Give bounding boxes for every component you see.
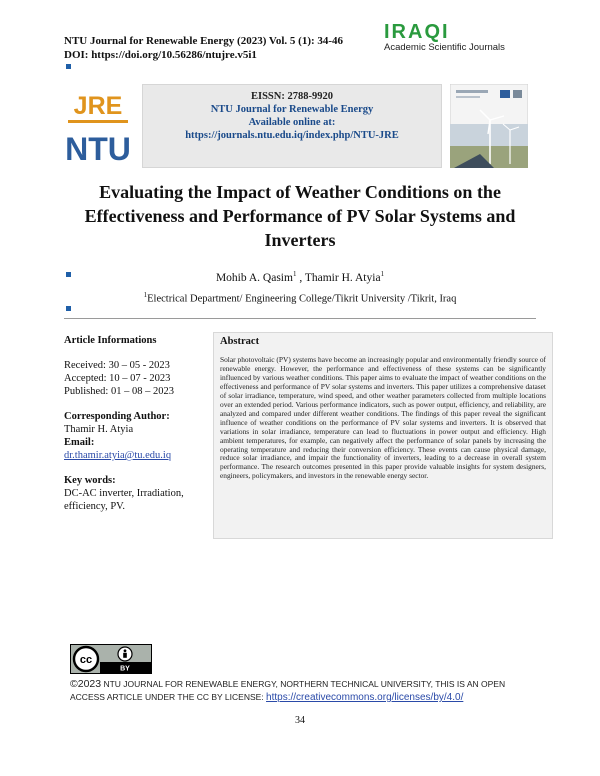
jre-ntu-logo-icon <box>64 84 132 168</box>
publisher-logo-title: IRAQI <box>384 21 450 43</box>
article-info-heading: Article Informations <box>64 335 157 346</box>
cc-by-license-icon[interactable] <box>70 644 152 674</box>
journal-citation <box>64 34 343 62</box>
journal-banner <box>64 84 528 168</box>
bullet-square-icon <box>66 306 71 311</box>
author-affil-marker: 1 <box>380 270 385 278</box>
available-online-label: Available online at: <box>248 117 336 128</box>
page-number: 34 <box>295 715 305 726</box>
journal-name: NTU Journal for Renewable Energy <box>210 104 374 115</box>
bullet-square-icon <box>66 64 71 69</box>
author-separator: , <box>296 271 305 284</box>
article-title: Evaluating the Impact of Weather Conditions on the Effectiveness and Performance of PV Solar Systems and Inverters <box>84 182 516 250</box>
publisher-logo-subtitle: Academic Scientific Journals <box>384 42 505 53</box>
keywords-heading: Key words: <box>64 475 116 486</box>
eissn: EISSN: 2788-9920 <box>251 91 333 102</box>
journal-info-box <box>142 84 442 168</box>
accepted-date: Accepted: 10 – 07 - 2023 <box>64 373 171 384</box>
corresponding-author-heading: Corresponding Author: <box>64 411 170 422</box>
divider <box>64 318 536 319</box>
author-list <box>0 270 600 284</box>
affiliation-marker: 1 <box>143 291 148 299</box>
license-link[interactable]: https://creativecommons.org/licenses/by/4.0/ <box>266 692 464 703</box>
license-notice <box>70 678 540 704</box>
author-name: Thamir H. Atyia <box>304 271 381 284</box>
logo-top-text: JRE <box>73 92 123 120</box>
abstract-text: Solar photovoltaic (PV) systems have become an increasingly popular and environmentally friendly source of renewable energy. However, the performance and effectiveness of these systems can be significantly influenced by various weather conditions. This paper aims to evaluate the impact of weather conditions on the effectiveness and performance of PV solar systems and inverters. This paper utilizes a comprehensive dataset of solar irradiance, temperature, wind speed, and other weather parameters collected from multiple locations over an extended period. Various performance indicators, such as power output, efficiency, and reliability, are analyzed and compared under different weather conditions. The findings of this paper reveal the significant influence of weather conditions on the performance of PV solar systems and inverters. It is observed that variations in solar irradiance, temperature can lead to fluctuations in power output and efficiency. High ambient temperatures, for example, can negatively affect the performance of solar panels by increasing the operating temperature and reducing their conversion efficiency. These events can cause physical damage, reduce solar irradiance, and impair the functionality of inverters, leading to a decrease in overall system performance. The research outcomes presented in this paper provide valuable insights for system designers, engineers, policymakers, and investors in the renewable energy sector. <box>220 355 546 481</box>
received-date: Received: 30 – 05 - 2023 <box>64 360 170 371</box>
publisher-logo[interactable] <box>384 22 544 54</box>
email-link[interactable]: dr.thamir.atyia@tu.edu.iq <box>64 450 172 461</box>
by-label: BY <box>120 665 130 673</box>
journal-url[interactable]: https://journals.ntu.edu.iq/index.php/NTU-JRE <box>185 130 399 141</box>
corresponding-author-name: Thamir H. Atyia <box>64 424 134 435</box>
author-name: Mohib A. Qasim <box>215 271 293 284</box>
article-info-panel <box>64 334 204 513</box>
journal-reference: NTU Journal for Renewable Energy (2023) Vol. 5 (1): 34-46 <box>64 35 344 47</box>
published-date: Published: 01 – 08 – 2023 <box>64 386 174 397</box>
affiliation-text: Electrical Department/ Engineering College/Tikrit University /Tikrit, Iraq <box>147 293 457 305</box>
license-text: NTU JOURNAL FOR RENEWABLE ENERGY, NORTHERN TECHNICAL UNIVERSITY, THIS IS AN OPEN ACCESS ARTICLE UNDER THE CC BY LICENSE: <box>70 679 506 702</box>
affiliation <box>0 291 600 305</box>
keywords-text: DC-AC inverter, Irradiation, efficiency, PV. <box>64 488 184 512</box>
email-heading: Email: <box>64 437 95 448</box>
author-affil-marker: 1 <box>292 270 297 278</box>
cc-label: cc <box>79 654 93 666</box>
doi-line: DOI: https://doi.org/10.56286/ntujre.v5i1 <box>64 49 257 61</box>
logo-bottom-text: NTU <box>65 131 131 167</box>
abstract-box <box>213 332 553 539</box>
journal-cover-image-icon <box>450 84 528 168</box>
abstract-heading: Abstract <box>220 336 260 347</box>
copyright-symbol-year: ©2023 <box>70 678 102 690</box>
